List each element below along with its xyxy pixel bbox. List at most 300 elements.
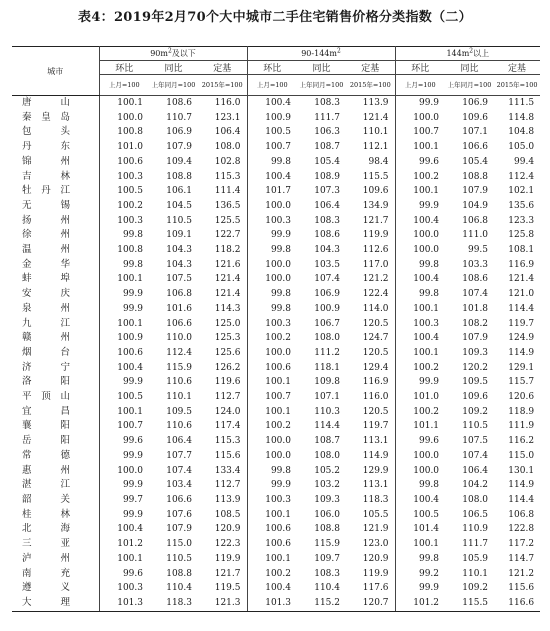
value-cell: 135.6 <box>508 200 535 211</box>
city-cell <box>12 464 99 479</box>
value-cell: 106.8 <box>166 289 192 300</box>
value-cell: 110.5 <box>166 215 192 226</box>
value-cell: 100.3 <box>99 581 149 596</box>
value-cell: 109.3 <box>462 347 489 358</box>
city-cell <box>12 184 99 199</box>
value-cell: 106.8 <box>508 509 535 520</box>
value-cell: 100.0 <box>247 434 297 449</box>
value-cell: 100.1 <box>99 96 149 111</box>
value-cell: 108.7 <box>314 142 340 153</box>
base-label-prev-month: 上月=100 <box>247 75 297 96</box>
value-cell: 99.9 <box>99 302 149 317</box>
value-cell: 108.0 <box>462 494 489 505</box>
table-row <box>12 331 540 346</box>
value-cell: 100.0 <box>99 111 149 126</box>
value-cell: 99.8 <box>395 258 445 273</box>
value-cell: 110.1 <box>462 568 489 579</box>
value-cell: 107.3 <box>314 186 340 197</box>
city-name: 秦皇岛 <box>22 111 70 123</box>
value-cell: 104.9 <box>462 200 489 211</box>
value-cell: 107.9 <box>166 524 192 535</box>
value-cell: 100.3 <box>247 214 297 229</box>
value-cell: 111.7 <box>462 539 489 550</box>
value-cell: 116.2 <box>508 436 535 447</box>
value-cell: 100.0 <box>395 243 445 258</box>
value-cell: 111.0 <box>462 230 489 241</box>
value-cell: 105.9 <box>462 553 489 564</box>
value-cell: 100.4 <box>395 272 445 287</box>
value-cell: 107.6 <box>166 509 192 520</box>
value-cell: 100.6 <box>247 522 297 537</box>
value-cell: 112.4 <box>166 347 192 358</box>
value-cell: 100.8 <box>99 125 149 140</box>
value-cell: 122.3 <box>214 539 241 550</box>
value-cell: 100.5 <box>99 184 149 199</box>
value-cell: 99.9 <box>99 478 149 493</box>
value-cell: 121.3 <box>198 596 247 611</box>
table-row <box>12 361 540 376</box>
value-cell: 100.0 <box>99 464 149 479</box>
value-cell: 107.4 <box>314 274 340 285</box>
value-cell: 115.9 <box>166 362 192 373</box>
value-cell: 100.2 <box>247 419 297 434</box>
table-row <box>12 552 540 567</box>
value-cell: 110.6 <box>166 421 192 432</box>
value-cell: 115.9 <box>314 539 340 550</box>
value-cell: 102.1 <box>508 186 535 197</box>
value-cell: 110.7 <box>166 112 192 123</box>
value-cell: 110.1 <box>166 392 192 403</box>
city-name: 洛阳 <box>22 376 70 388</box>
value-cell: 100.1 <box>99 405 149 420</box>
value-cell: 99.6 <box>99 567 149 582</box>
base-label-2015: 2015年=100 <box>346 75 395 96</box>
city-name: 济宁 <box>22 361 70 373</box>
value-cell: 129.9 <box>362 465 389 476</box>
value-cell: 100.3 <box>247 493 297 508</box>
value-cell: 129.4 <box>362 362 389 373</box>
value-cell: 110.3 <box>314 406 340 417</box>
value-cell: 115.3 <box>214 171 241 182</box>
value-cell: 104.3 <box>166 259 192 270</box>
value-cell: 110.5 <box>462 421 489 432</box>
value-cell: 103.4 <box>166 480 192 491</box>
value-cell: 119.9 <box>214 553 241 564</box>
value-cell: 105.2 <box>314 465 340 476</box>
city-cell <box>12 449 99 464</box>
value-cell: 111.9 <box>508 421 535 432</box>
col-header-yoy: 同比 <box>149 61 198 75</box>
value-cell: 130.1 <box>508 465 535 476</box>
city-cell <box>12 390 99 405</box>
value-cell: 106.9 <box>166 127 192 138</box>
value-cell: 100.2 <box>247 331 297 346</box>
value-cell: 100.7 <box>99 419 149 434</box>
city-cell <box>12 567 99 582</box>
value-cell: 117.4 <box>214 421 241 432</box>
table-row <box>12 199 540 214</box>
base-label-prev-month: 上月=100 <box>99 75 149 96</box>
value-cell: 121.0 <box>508 289 535 300</box>
value-cell: 100.0 <box>395 449 445 464</box>
city-cell <box>12 317 99 332</box>
group-header-144-and-above: $144m^2$以上 <box>395 47 540 61</box>
col-header-yoy: 同比 <box>297 61 346 75</box>
table-row <box>12 184 540 199</box>
value-cell: 107.4 <box>462 450 489 461</box>
value-cell: 109.3 <box>314 494 340 505</box>
value-cell: 106.7 <box>314 318 340 329</box>
city-cell <box>12 258 99 273</box>
value-cell: 120.2 <box>462 362 489 373</box>
value-cell: 99.7 <box>99 493 149 508</box>
value-cell: 106.4 <box>214 127 241 138</box>
value-cell: 109.2 <box>462 583 489 594</box>
base-label-prev-year: 上年同月=100 <box>297 75 346 96</box>
value-cell: 99.8 <box>99 258 149 273</box>
value-cell: 100.4 <box>247 96 297 111</box>
value-cell: 99.9 <box>247 478 297 493</box>
value-cell: 100.0 <box>395 228 445 243</box>
city-name: 遵义 <box>22 582 70 594</box>
col-header-mom: 环比 <box>99 61 149 75</box>
table-row <box>12 596 540 611</box>
value-cell: 115.6 <box>508 583 535 594</box>
value-cell: 110.0 <box>166 333 192 344</box>
value-cell: 99.9 <box>395 581 445 596</box>
value-cell: 110.5 <box>166 553 192 564</box>
table-row <box>12 508 540 523</box>
value-cell: 100.6 <box>247 361 297 376</box>
value-cell: 99.6 <box>395 434 445 449</box>
table-row <box>12 346 540 361</box>
value-cell: 120.5 <box>362 406 389 417</box>
value-cell: 108.9 <box>314 171 340 182</box>
city-name: 三亚 <box>22 538 70 550</box>
value-cell: 108.6 <box>314 230 340 241</box>
city-cell <box>12 581 99 596</box>
value-cell: 100.0 <box>247 199 297 214</box>
city-name: 九江 <box>22 317 70 329</box>
value-cell: 109.6 <box>362 186 389 197</box>
value-cell: 101.0 <box>99 140 149 155</box>
table-row <box>12 317 540 332</box>
value-cell: 114.9 <box>508 480 535 491</box>
city-name: 桂林 <box>22 508 70 520</box>
city-name: 襄阳 <box>22 420 70 432</box>
value-cell: 100.6 <box>99 346 149 361</box>
value-cell: 107.5 <box>462 436 489 447</box>
value-cell: 109.5 <box>462 377 489 388</box>
value-cell: 99.8 <box>247 243 297 258</box>
value-cell: 101.3 <box>99 596 149 611</box>
value-cell: 100.4 <box>395 331 445 346</box>
value-cell: 100.1 <box>99 552 149 567</box>
value-cell: 119.7 <box>508 318 535 329</box>
value-cell: 106.3 <box>314 127 340 138</box>
value-cell: 105.4 <box>462 156 489 167</box>
value-cell: 100.1 <box>395 346 445 361</box>
value-cell: 121.2 <box>362 274 389 285</box>
value-cell: 100.8 <box>99 243 149 258</box>
city-cell <box>12 478 99 493</box>
city-cell <box>12 214 99 229</box>
city-name: 南充 <box>22 567 70 579</box>
table-row <box>12 567 540 582</box>
value-cell: 108.8 <box>166 568 192 579</box>
value-cell: 116.9 <box>508 259 535 270</box>
city-cell <box>12 375 99 390</box>
value-cell: 112.7 <box>214 392 241 403</box>
value-cell: 114.0 <box>362 303 389 314</box>
city-name: 北海 <box>22 523 70 535</box>
value-cell: 112.1 <box>362 142 389 153</box>
value-cell: 120.9 <box>362 553 389 564</box>
value-cell: 109.1 <box>166 230 192 241</box>
value-cell: 106.5 <box>462 509 489 520</box>
value-cell: 106.6 <box>462 142 489 153</box>
city-name: 泉州 <box>22 302 70 314</box>
value-cell: 108.6 <box>462 274 489 285</box>
value-cell: 104.2 <box>462 480 489 491</box>
value-cell: 99.9 <box>99 375 149 390</box>
city-cell <box>12 522 99 537</box>
value-cell: 109.5 <box>166 406 192 417</box>
value-cell: 104.3 <box>166 245 192 256</box>
city-name: 丹东 <box>22 141 70 153</box>
city-name: 烟台 <box>22 346 70 358</box>
table-row <box>12 214 540 229</box>
value-cell: 107.1 <box>314 392 340 403</box>
value-cell: 107.9 <box>166 142 192 153</box>
value-cell: 99.2 <box>395 567 445 582</box>
city-cell <box>12 228 99 243</box>
value-cell: 122.7 <box>214 230 241 241</box>
value-cell: 121.4 <box>362 112 389 123</box>
header-row-groups <box>12 47 540 61</box>
value-cell: 121.9 <box>362 524 389 535</box>
value-cell: 119.7 <box>362 421 389 432</box>
col-header-yoy: 同比 <box>445 61 494 75</box>
value-cell: 102.8 <box>214 156 241 167</box>
value-cell: 108.0 <box>314 333 340 344</box>
city-name: 蚌埠 <box>22 273 70 285</box>
group-header-90-144: $90-144m^2$ <box>247 47 395 61</box>
value-cell: 104.5 <box>166 200 192 211</box>
value-cell: 114.4 <box>508 494 535 505</box>
value-cell: 115.3 <box>214 436 241 447</box>
table-row <box>12 478 540 493</box>
value-cell: 114.4 <box>508 303 535 314</box>
value-cell: 100.0 <box>247 272 297 287</box>
value-cell: 100.0 <box>395 111 445 126</box>
value-cell: 108.8 <box>166 171 192 182</box>
value-cell: 120.6 <box>508 392 535 403</box>
city-name: 唐山 <box>22 97 70 108</box>
table-row <box>12 493 540 508</box>
value-cell: 99.9 <box>247 228 297 243</box>
value-cell: 125.3 <box>214 333 241 344</box>
value-cell: 121.4 <box>214 289 241 300</box>
value-cell: 122.4 <box>362 289 389 300</box>
value-cell: 100.7 <box>395 125 445 140</box>
city-name: 锦州 <box>22 155 70 167</box>
value-cell: 107.4 <box>166 465 192 476</box>
value-cell: 120.7 <box>346 596 395 611</box>
value-cell: 106.6 <box>166 494 192 505</box>
value-cell: 118.3 <box>149 596 198 611</box>
value-cell: 99.4 <box>514 156 535 167</box>
value-cell: 98.4 <box>368 156 389 167</box>
value-cell: 99.9 <box>395 96 445 111</box>
value-cell: 117.2 <box>508 539 535 550</box>
table-row <box>12 272 540 287</box>
city-cell <box>12 434 99 449</box>
city-cell <box>12 508 99 523</box>
value-cell: 121.4 <box>214 274 241 285</box>
value-cell: 125.6 <box>214 347 241 358</box>
value-cell: 111.4 <box>214 186 241 197</box>
value-cell: 115.5 <box>362 171 389 182</box>
value-cell: 100.5 <box>99 390 149 405</box>
value-cell: 100.2 <box>395 361 445 376</box>
value-cell: 129.1 <box>508 362 535 373</box>
value-cell: 122.8 <box>508 524 535 535</box>
table-row <box>12 449 540 464</box>
value-cell: 121.2 <box>508 568 535 579</box>
value-cell: 108.1 <box>508 245 535 256</box>
value-cell: 99.9 <box>395 375 445 390</box>
value-cell: 121.4 <box>508 274 535 285</box>
table-row <box>12 125 540 140</box>
value-cell: 121.7 <box>214 568 241 579</box>
city-cell <box>12 493 99 508</box>
value-cell: 100.7 <box>247 390 297 405</box>
value-cell: 114.4 <box>314 421 340 432</box>
value-cell: 110.6 <box>166 377 192 388</box>
value-cell: 99.9 <box>99 449 149 464</box>
table-row <box>12 111 540 126</box>
value-cell: 100.1 <box>99 317 149 332</box>
value-cell: 107.7 <box>166 450 192 461</box>
value-cell: 103.5 <box>314 259 340 270</box>
col-header-mom: 环比 <box>395 61 445 75</box>
value-cell: 104.3 <box>314 245 340 256</box>
value-cell: 109.4 <box>166 156 192 167</box>
value-cell: 100.1 <box>395 302 445 317</box>
value-cell: 112.6 <box>362 245 389 256</box>
value-cell: 108.2 <box>462 318 489 329</box>
value-cell: 113.9 <box>214 494 241 505</box>
table-row <box>12 434 540 449</box>
city-name: 平顶山 <box>22 391 70 403</box>
value-cell: 101.2 <box>99 537 149 552</box>
value-cell: 124.0 <box>214 406 241 417</box>
value-cell: 136.5 <box>214 200 241 211</box>
city-name: 徐州 <box>22 229 70 241</box>
table-row <box>12 96 540 111</box>
value-cell: 100.4 <box>395 493 445 508</box>
value-cell: 106.9 <box>462 98 489 108</box>
value-cell: 112.7 <box>214 480 241 491</box>
value-cell: 124.9 <box>508 333 535 344</box>
value-cell: 108.7 <box>314 436 340 447</box>
value-cell: 118.9 <box>508 406 535 417</box>
value-cell: 100.9 <box>99 331 149 346</box>
value-cell: 108.3 <box>314 98 340 108</box>
table-row <box>12 155 540 170</box>
city-cell <box>12 419 99 434</box>
value-cell: 118.3 <box>362 494 389 505</box>
value-cell: 101.7 <box>247 184 297 199</box>
value-cell: 105.0 <box>508 142 535 153</box>
value-cell: 108.3 <box>314 568 340 579</box>
table-row <box>12 243 540 258</box>
value-cell: 105.5 <box>362 509 389 520</box>
value-cell: 100.6 <box>247 537 297 552</box>
city-name: 泸州 <box>22 552 70 564</box>
value-cell: 101.1 <box>395 419 445 434</box>
value-cell: 110.1 <box>362 127 389 138</box>
city-name: 韶关 <box>22 493 70 505</box>
value-cell: 114.8 <box>508 112 535 123</box>
col-header-mom: 环比 <box>247 61 297 75</box>
value-cell: 100.4 <box>247 170 297 185</box>
value-cell: 120.9 <box>214 524 241 535</box>
city-name: 惠州 <box>22 464 70 476</box>
table-row <box>12 287 540 302</box>
value-cell: 108.8 <box>462 171 489 182</box>
table-row <box>12 302 540 317</box>
city-cell <box>12 537 99 552</box>
value-cell: 117.6 <box>362 583 389 594</box>
city-cell <box>12 243 99 258</box>
price-index-table-wrapper <box>12 46 540 612</box>
value-cell: 100.1 <box>395 184 445 199</box>
value-cell: 110.4 <box>166 583 192 594</box>
city-name: 湛江 <box>22 479 70 491</box>
value-cell: 112.4 <box>508 171 535 182</box>
value-cell: 100.2 <box>247 567 297 582</box>
value-cell: 118.2 <box>214 245 241 256</box>
value-cell: 100.5 <box>247 125 297 140</box>
value-cell: 106.0 <box>314 509 340 520</box>
value-cell: 125.0 <box>214 318 241 329</box>
base-label-prev-month: 上月=100 <box>395 75 445 96</box>
city-name: 赣州 <box>22 332 70 344</box>
value-cell: 99.8 <box>247 302 297 317</box>
value-cell: 107.1 <box>462 127 489 138</box>
value-cell: 100.5 <box>395 508 445 523</box>
table-row <box>12 258 540 273</box>
city-cell <box>12 155 99 170</box>
value-cell: 109.6 <box>462 112 489 123</box>
value-cell: 106.4 <box>314 200 340 211</box>
col-header-fixed-base: 定基 <box>346 61 395 75</box>
value-cell: 123.1 <box>214 112 241 123</box>
value-cell: 123.0 <box>362 539 389 550</box>
value-cell: 113.1 <box>362 480 389 491</box>
city-name: 岳阳 <box>22 435 70 447</box>
city-cell <box>12 140 99 155</box>
value-cell: 116.0 <box>214 98 241 108</box>
value-cell: 115.0 <box>508 450 535 461</box>
value-cell: 124.7 <box>362 333 389 344</box>
value-cell: 107.5 <box>166 274 192 285</box>
value-cell: 126.2 <box>214 362 241 373</box>
value-cell: 113.9 <box>362 98 389 108</box>
table-row <box>12 390 540 405</box>
